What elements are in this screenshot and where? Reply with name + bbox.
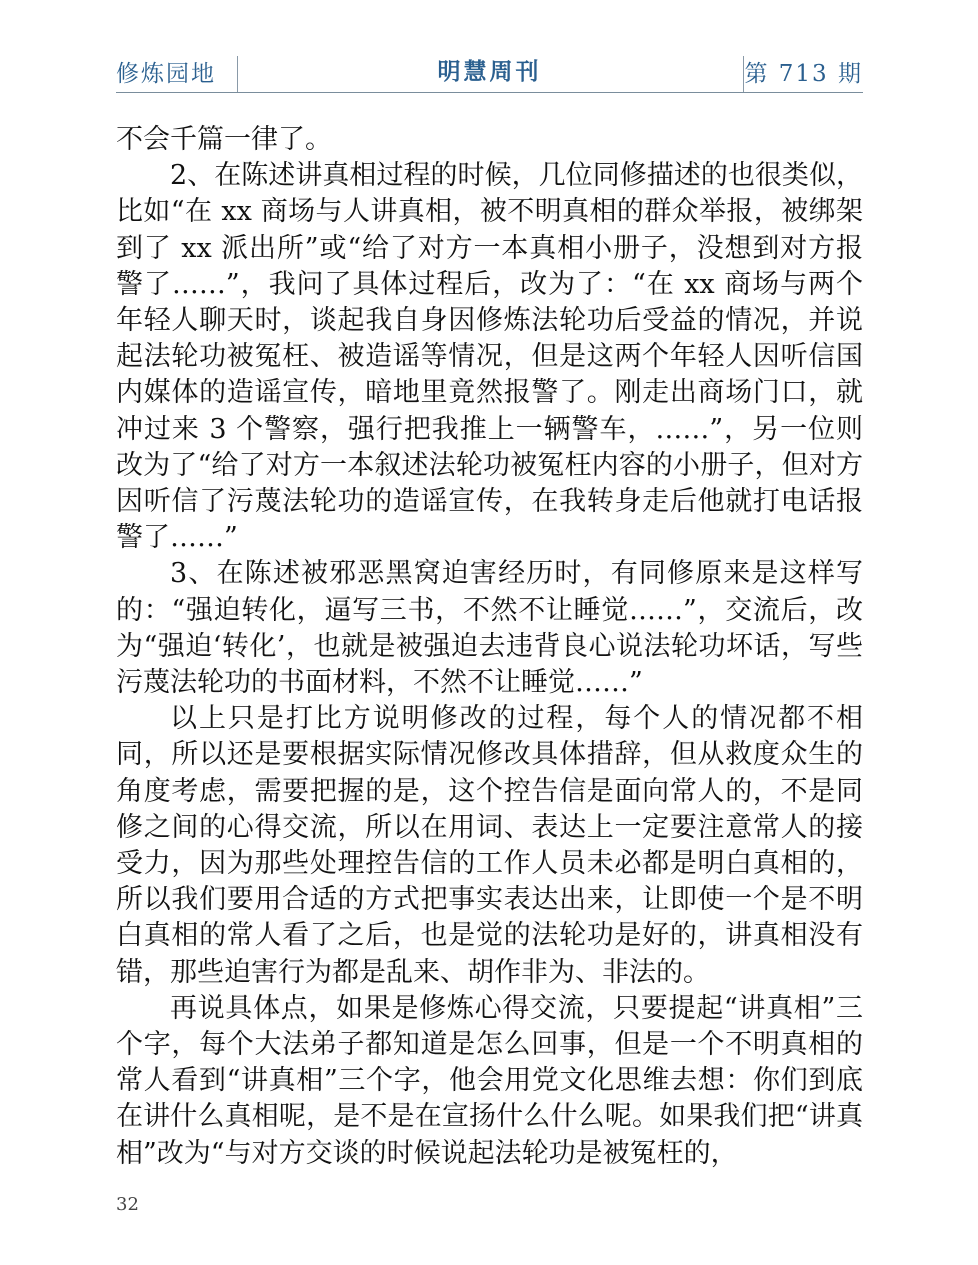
publication-title: 明慧周刊 bbox=[437, 58, 542, 85]
paragraph-summary: 以上只是打比方说明修改的过程，每个人的情况都不相同，所以还是要根据实际情况修改具体措辞，但从救度众生的角度考虑，需要把握的是，这个控告信是面向常人的，不是同修之间的心得交流，所以在用词、表达上一定要注意常人的接受力，因为那些处理控告信的工作人员未必都是明白真相的，所以我们要用合适的方式把事实表达出来，让即使一个是不明白真相的常人看了之后，也是觉的法轮功是好的，讲真相没有错，那些迫害行为都是乱来、胡作非为、非法的。 bbox=[116, 703, 863, 988]
paragraph-2: 2、在陈述讲真相过程的时候，几位同修描述的也很类似，比如“在 xx 商场与人讲真相，被不明真相的群众举报，被绑架到了 xx 派出所”或“给了对方一本真相小册子，没想到对方报警了……”，我问了具体过程后，改为了：“在 xx 商场与两个年轻人聊天时，谈起我自身因修炼法轮功后受益的情况，并说起法轮功被冤枉、被造谣等情况，但是这两个年轻人因听信国内媒体的造谣宣传，暗地里竟然报警了。刚走出商场门口，就冲过来 3 个警察，强行把我推上一辆警车，……”，另一位则改为了“给了对方一本叙述法轮功被冤枉内容的小册子，但对方因听信了污蔑法轮功的造谣宣传，在我转身走后他就打电话报警了……” bbox=[116, 160, 863, 554]
running-header bbox=[116, 50, 863, 93]
paragraph-detail: 再说具体点，如果是修炼心得交流，只要提起“讲真相”三个字，每个大法弟子都知道是怎么回事，但是一个不明真相的常人看到“讲真相”三个字，他会用党文化思维去想：你们到底在讲什么真相呢，是不是在宣扬什么什么呢。如果我们把“讲真相”改为“与对方交谈的时候说起法轮功是被冤枉的， bbox=[116, 992, 863, 1169]
section-title: 修炼园地 bbox=[116, 61, 216, 87]
article-body bbox=[116, 122, 863, 1172]
paragraph-3: 3、在陈述被邪恶黑窝迫害经历时，有同修原来是这样写的：“强迫转化，逼写三书，不然不让睡觉……”，交流后，改为“强迫‘转化’，也就是被强迫去违背良心说法轮功坏话，写些污蔑法轮功的书面材料，不然不让睡觉……” bbox=[116, 558, 863, 699]
page-number: 32 bbox=[116, 1194, 139, 1215]
issue-number: 第 713 期 bbox=[744, 61, 863, 87]
paragraph-continuation: 不会千篇一律了。 bbox=[116, 124, 332, 155]
